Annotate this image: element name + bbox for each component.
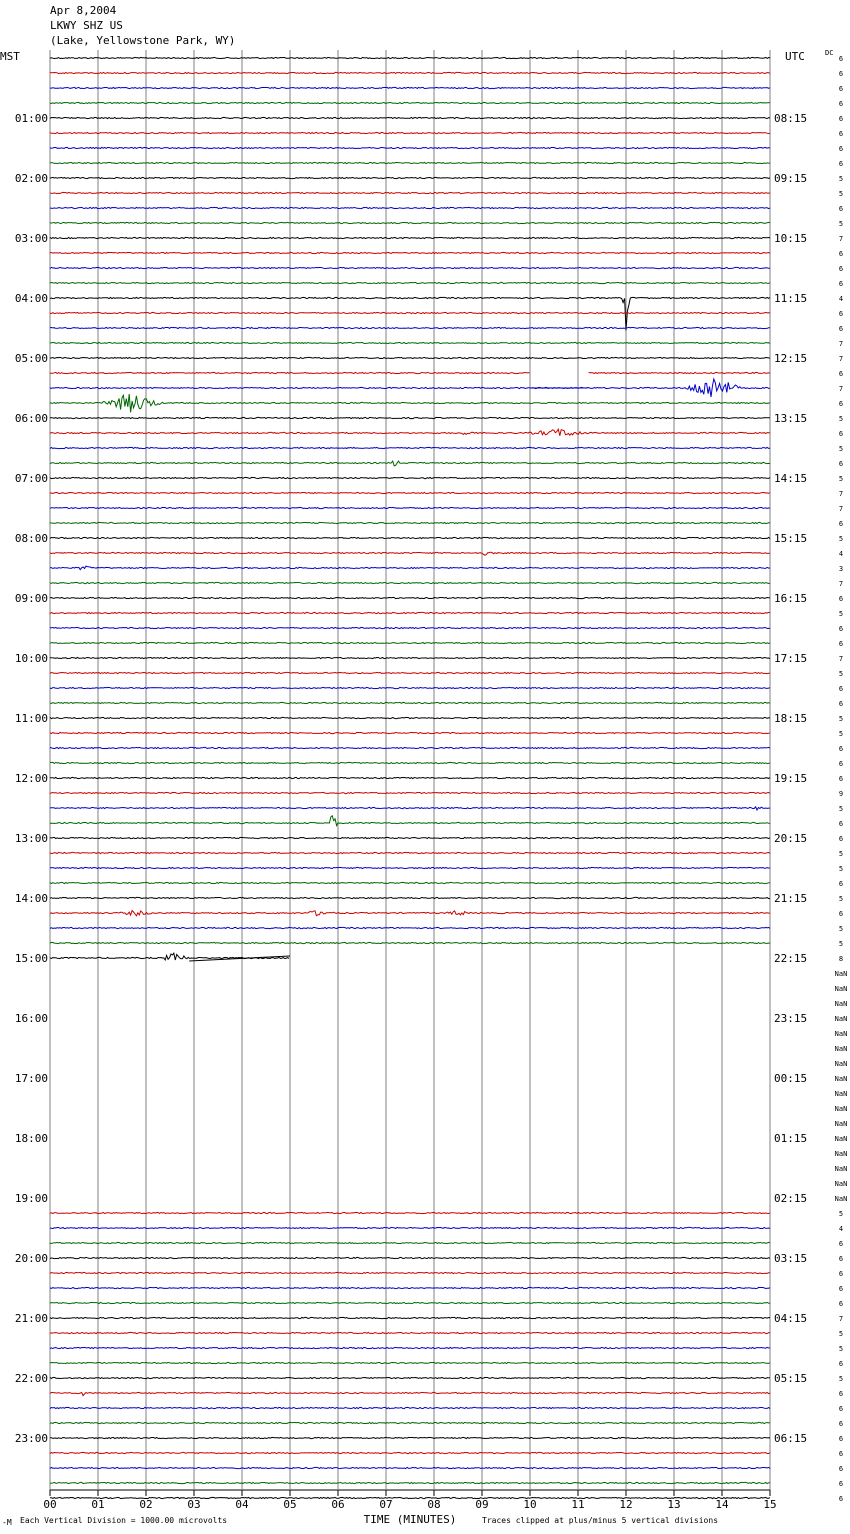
trace-row [50, 911, 770, 916]
dc-offset-label: 6 [838, 820, 844, 828]
dc-offset-label: 6 [838, 160, 844, 168]
dc-offset-label: 6 [838, 1465, 844, 1473]
dc-offset-label: 4 [838, 295, 844, 303]
left-hour-label: 03:00 [14, 232, 48, 245]
dc-offset-label: 6 [838, 325, 844, 333]
dc-offset-label: NaN [834, 1075, 848, 1083]
dc-offset-label: 4 [838, 550, 844, 558]
dc-offset-label: 6 [838, 1480, 844, 1488]
dc-offset-label: 6 [838, 1360, 844, 1368]
left-hour-label: 19:00 [14, 1192, 48, 1205]
trace-row [50, 1272, 770, 1273]
trace-row [50, 1332, 770, 1333]
trace-row [50, 447, 770, 448]
right-hour-label: 05:15 [774, 1372, 808, 1385]
left-hour-label: 09:00 [14, 592, 48, 605]
trace-row [50, 379, 770, 397]
trace-row [50, 1347, 770, 1348]
left-timezone-label: MST [0, 50, 20, 63]
dc-offset-label: NaN [834, 1045, 848, 1053]
right-hour-label: 19:15 [774, 772, 808, 785]
x-tick-label: 09 [475, 1498, 489, 1511]
trace-row [50, 372, 770, 373]
dc-offset-label: 8 [838, 955, 844, 963]
dc-offset-label: 7 [838, 340, 844, 348]
dc-offset-label: NaN [834, 1120, 848, 1128]
dc-offset-label: NaN [834, 1195, 848, 1203]
dc-offset-label: 6 [838, 1390, 844, 1398]
trace-row [50, 1377, 770, 1378]
dc-offset-label: 6 [838, 130, 844, 138]
right-hour-label: 18:15 [774, 712, 808, 725]
dc-offset-label: NaN [834, 1030, 848, 1038]
dc-offset-label: NaN [834, 1180, 848, 1188]
trace-row [50, 72, 770, 73]
dc-offset-label: NaN [834, 985, 848, 993]
dc-offset-label: 5 [838, 670, 844, 678]
trace-row [50, 1467, 770, 1468]
trace-row [50, 1407, 770, 1408]
trace-row [50, 552, 770, 555]
dc-offset-label: 6 [838, 1285, 844, 1293]
trace-row [50, 882, 770, 883]
trace-row [50, 537, 770, 538]
dc-offset-label: 6 [838, 370, 844, 378]
dc-offset-label: 6 [838, 595, 844, 603]
dc-offset-label: 6 [838, 85, 844, 93]
trace-row [50, 867, 770, 868]
trace-row [50, 816, 770, 826]
right-hour-label: 21:15 [774, 892, 808, 905]
right-timezone-label: UTC [785, 50, 805, 63]
trace-row [50, 702, 770, 703]
left-hour-label: 22:00 [14, 1372, 48, 1385]
x-tick-label: 01 [91, 1498, 105, 1511]
dc-offset-label: 6 [838, 685, 844, 693]
trace-row [50, 162, 770, 163]
right-hour-label: 23:15 [774, 1012, 808, 1025]
dc-offset-label: 6 [838, 115, 844, 123]
trace-row [50, 953, 289, 960]
dc-offset-label: 6 [838, 430, 844, 438]
dc-offset-label: 6 [838, 265, 844, 273]
right-hour-label: 20:15 [774, 832, 808, 845]
x-tick-label: 13 [667, 1498, 681, 1511]
trace-row [50, 1482, 770, 1483]
dc-offset-label: 6 [838, 1270, 844, 1278]
trace-row [50, 282, 770, 283]
dc-offset-label: 7 [838, 655, 844, 663]
dc-offset-label: 6 [838, 625, 844, 633]
dc-offset-label: 6 [838, 100, 844, 108]
trace-row [50, 732, 770, 733]
trace-row [50, 507, 770, 508]
dc-offset-label: NaN [834, 1090, 848, 1098]
x-tick-label: 06 [331, 1498, 345, 1511]
trace-row [50, 747, 770, 748]
dc-offset-label: 6 [838, 145, 844, 153]
dc-offset-label: 5 [838, 1375, 844, 1383]
trace-row [50, 477, 770, 478]
trace-row [50, 1422, 770, 1423]
trace-row [50, 837, 770, 838]
dc-offset-label: 6 [838, 640, 844, 648]
dc-offset-label: 6 [838, 775, 844, 783]
left-hour-label: 16:00 [14, 1012, 48, 1025]
trace-row [50, 394, 770, 412]
right-hour-label: 14:15 [774, 472, 808, 485]
trace-row [50, 792, 770, 793]
dc-offset-label: 5 [838, 730, 844, 738]
dc-offset-label: NaN [834, 970, 848, 978]
dc-offset-label: 5 [838, 535, 844, 543]
trace-row [50, 717, 770, 718]
right-hour-label: 02:15 [774, 1192, 808, 1205]
dc-header-label: DC [825, 49, 834, 57]
x-tick-label: 12 [619, 1498, 633, 1511]
trace-row [50, 1242, 770, 1243]
x-tick-label: 04 [235, 1498, 249, 1511]
trace-row [50, 492, 770, 493]
dc-offset-label: 5 [838, 895, 844, 903]
dc-offset-label: NaN [834, 1165, 848, 1173]
dc-offset-label: 7 [838, 235, 844, 243]
trace-row [50, 1287, 770, 1288]
left-hour-label: 21:00 [14, 1312, 48, 1325]
left-hour-label: 18:00 [14, 1132, 48, 1145]
left-hour-label: 15:00 [14, 952, 48, 965]
dc-offset-label: NaN [834, 1105, 848, 1113]
dc-offset-label: 7 [838, 355, 844, 363]
right-hour-label: 03:15 [774, 1252, 808, 1265]
right-hour-label: 13:15 [774, 412, 808, 425]
dc-offset-label: 5 [838, 1210, 844, 1218]
left-hour-label: 04:00 [14, 292, 48, 305]
dc-offset-label: 9 [838, 790, 844, 798]
station-label: LKWY SHZ US [50, 19, 123, 32]
trace-row [50, 177, 770, 178]
dc-offset-label: NaN [834, 1000, 848, 1008]
dc-offset-label: 7 [838, 385, 844, 393]
trace-row [50, 327, 770, 328]
dc-offset-label: 7 [838, 505, 844, 513]
trace-row [50, 627, 770, 628]
dc-offset-label: 5 [838, 475, 844, 483]
x-tick-label: 15 [763, 1498, 777, 1511]
dc-offset-label: 6 [838, 1420, 844, 1428]
dc-offset-label: 5 [838, 190, 844, 198]
trace-row [50, 207, 770, 208]
dc-offset-label: 6 [838, 760, 844, 768]
trace-row [50, 687, 770, 688]
trace-row [50, 312, 770, 313]
trace-row [50, 1497, 770, 1498]
dc-offset-label: 6 [838, 280, 844, 288]
dc-offset-label: 6 [838, 1255, 844, 1263]
trace-row [50, 657, 770, 658]
dc-offset-label: 6 [838, 1405, 844, 1413]
x-tick-label: 00 [43, 1498, 57, 1511]
dc-offset-label: 6 [838, 745, 844, 753]
dc-offset-label: 6 [838, 310, 844, 318]
trace-row [50, 1452, 770, 1453]
trace-row [50, 672, 770, 673]
dc-offset-label: 6 [838, 1240, 844, 1248]
right-hour-label: 06:15 [774, 1432, 808, 1445]
dc-offset-label: 3 [838, 565, 844, 573]
trace-row [50, 897, 770, 898]
dc-offset-label: 6 [838, 1495, 844, 1503]
dc-offset-label: 6 [838, 1300, 844, 1308]
x-tick-label: 05 [283, 1498, 297, 1511]
left-hour-label: 17:00 [14, 1072, 48, 1085]
dc-offset-label: 5 [838, 445, 844, 453]
dc-offset-label: 5 [838, 850, 844, 858]
dc-offset-label: 5 [838, 715, 844, 723]
dc-offset-label: 6 [838, 1435, 844, 1443]
trace-row [50, 1362, 770, 1363]
right-hour-label: 08:15 [774, 112, 808, 125]
left-hour-label: 01:00 [14, 112, 48, 125]
dc-offset-label: 7 [838, 580, 844, 588]
right-hour-label: 12:15 [774, 352, 808, 365]
x-tick-label: 03 [187, 1498, 201, 1511]
dc-offset-label: 7 [838, 490, 844, 498]
scale-note: Each Vertical Division = 1000.00 microvolts [20, 1516, 228, 1525]
date-label: Apr 8,2004 [50, 4, 117, 17]
dc-offset-label: 6 [838, 1450, 844, 1458]
left-hour-label: 13:00 [14, 832, 48, 845]
dc-offset-label: NaN [834, 1060, 848, 1068]
trace-row [50, 1227, 770, 1228]
right-hour-label: 09:15 [774, 172, 808, 185]
trace-row [50, 807, 770, 810]
dc-offset-label: 5 [838, 610, 844, 618]
dc-offset-label: 6 [838, 400, 844, 408]
left-hour-label: 12:00 [14, 772, 48, 785]
dc-offset-label: 6 [838, 70, 844, 78]
right-hour-label: 22:15 [774, 952, 808, 965]
dc-offset-label: 5 [838, 805, 844, 813]
left-hour-label: 05:00 [14, 352, 48, 365]
right-hour-label: 16:15 [774, 592, 808, 605]
left-hour-label: 02:00 [14, 172, 48, 185]
trace-row [50, 117, 770, 118]
x-tick-label: 11 [571, 1498, 585, 1511]
location-label: (Lake, Yellowstone Park, WY) [50, 34, 236, 47]
dc-offset-label: NaN [834, 1150, 848, 1158]
trace-row [50, 1212, 770, 1213]
trace-row [50, 132, 770, 133]
trace-row [50, 566, 770, 570]
footer-mark: -M [2, 1518, 12, 1527]
trace-row [50, 267, 770, 268]
dc-offset-label: 6 [838, 700, 844, 708]
trace-row [50, 927, 770, 928]
dc-offset-label: 5 [838, 415, 844, 423]
left-hour-label: 10:00 [14, 652, 48, 665]
dc-offset-label: 7 [838, 1315, 844, 1323]
trace-row [50, 777, 770, 778]
x-tick-label: 14 [715, 1498, 729, 1511]
trace-row [50, 147, 770, 148]
trace-row [50, 597, 770, 598]
right-hour-label: 11:15 [774, 292, 808, 305]
dc-offset-label: 6 [838, 910, 844, 918]
dc-offset-label: 5 [838, 1345, 844, 1353]
trace-row [50, 1257, 770, 1258]
dc-offset-label: 6 [838, 835, 844, 843]
trace-row [50, 582, 770, 583]
dc-offset-label: 5 [838, 220, 844, 228]
left-hour-label: 08:00 [14, 532, 48, 545]
trace-row [50, 192, 770, 193]
trace-row [50, 417, 770, 418]
left-hour-label: 07:00 [14, 472, 48, 485]
right-hour-label: 04:15 [774, 1312, 808, 1325]
trace-row [50, 102, 770, 103]
dc-offset-label: 6 [838, 460, 844, 468]
trace-row [50, 252, 770, 253]
dc-offset-label: 6 [838, 250, 844, 258]
trace-row [50, 852, 770, 853]
trace-row [50, 237, 770, 238]
trace-row [50, 87, 770, 88]
dc-offset-label: 6 [838, 55, 844, 63]
right-hour-label: 15:15 [774, 532, 808, 545]
trace-row [50, 612, 770, 613]
dc-offset-label: 6 [838, 880, 844, 888]
dc-offset-label: 5 [838, 940, 844, 948]
left-hour-label: 06:00 [14, 412, 48, 425]
dc-offset-label: 6 [838, 205, 844, 213]
dc-offset-label: 5 [838, 925, 844, 933]
trace-row [50, 942, 770, 943]
trace-row [50, 522, 770, 523]
x-tick-label: 08 [427, 1498, 441, 1511]
trace-row [50, 429, 770, 436]
right-hour-label: 00:15 [774, 1072, 808, 1085]
trace-row [50, 57, 770, 58]
trace-row [50, 1392, 770, 1395]
trace-row [50, 762, 770, 763]
trace-row [50, 1317, 770, 1318]
trace-row [50, 1437, 770, 1438]
trace-row [50, 342, 770, 343]
x-tick-label: 07 [379, 1498, 393, 1511]
x-tick-label: 10 [523, 1498, 537, 1511]
right-hour-label: 10:15 [774, 232, 808, 245]
trace-row [50, 461, 770, 466]
right-hour-label: 17:15 [774, 652, 808, 665]
dc-offset-label: 4 [838, 1225, 844, 1233]
trace-row [50, 1302, 770, 1303]
left-hour-label: 20:00 [14, 1252, 48, 1265]
x-axis-label: TIME (MINUTES) [363, 1513, 457, 1526]
dc-offset-label: 5 [838, 175, 844, 183]
x-tick-label: 02 [139, 1498, 153, 1511]
left-hour-label: 11:00 [14, 712, 48, 725]
left-hour-label: 23:00 [14, 1432, 48, 1445]
left-hour-label: 14:00 [14, 892, 48, 905]
dc-offset-label: NaN [834, 1015, 848, 1023]
trace-row [50, 357, 770, 358]
trace-row [50, 642, 770, 643]
dc-offset-label: 5 [838, 1330, 844, 1338]
dc-offset-label: 5 [838, 865, 844, 873]
dc-offset-label: NaN [834, 1135, 848, 1143]
right-hour-label: 01:15 [774, 1132, 808, 1145]
dc-offset-label: 6 [838, 520, 844, 528]
trace-row [50, 222, 770, 223]
clip-note: Traces clipped at plus/minus 5 vertical divisions [482, 1516, 719, 1525]
